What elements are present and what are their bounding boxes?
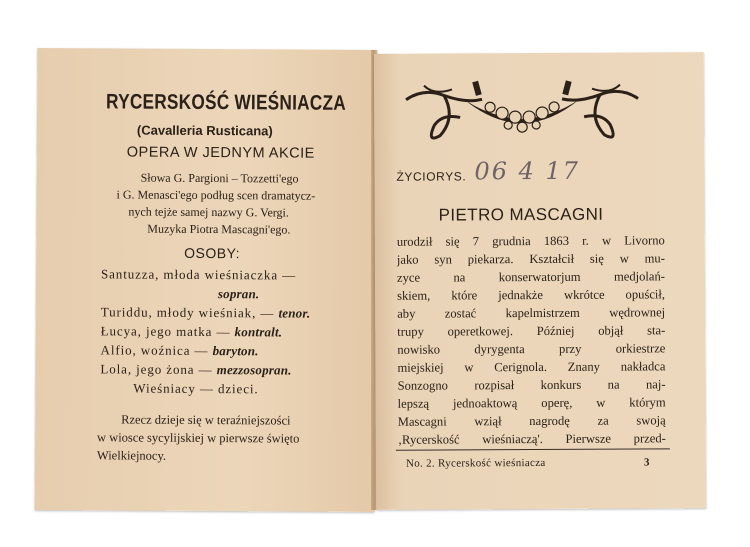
zyciorys-label: ŻYCIORYS. [396, 169, 467, 184]
right-page [374, 52, 706, 510]
osoby-heading: OSOBY: [184, 244, 241, 262]
footer-rule [396, 448, 670, 450]
setting-line-2: w wiosce sycylijskiej w pierwsze święto [96, 430, 300, 446]
cast-name: Alfio, woźnica — [100, 342, 209, 359]
bio-line: ‚Rycerskość wieśniaczą'. Pierwsze przed- [397, 431, 666, 447]
cast-line [100, 359, 291, 380]
cast-voice: kontralt. [234, 324, 283, 340]
cast-voice: mezzosopran. [216, 362, 292, 378]
cast-line [101, 340, 259, 361]
cast-name: Łucya, jego matka — [100, 323, 231, 340]
cast-voice: sopran. [217, 286, 260, 302]
cast-voice: tenor. [278, 305, 311, 321]
cast-voice: baryton. [212, 343, 259, 359]
cast-line [101, 302, 311, 323]
bio-line: lepszą jednoaktową operę, w którym [397, 395, 666, 411]
cast-name: Wieśniacy — dzieci. [133, 380, 259, 397]
page-number: 3 [643, 456, 650, 469]
floral-garland-icon [404, 76, 640, 149]
bio-line: Sonzogno rozpisał konkurs na naj- [397, 377, 666, 393]
bio-line: Mascagni wziął nagrodę za swoją [397, 413, 666, 429]
handwritten-note: 06 4 17 [474, 156, 581, 186]
opera-genre: OPERA W JEDNYM AKCIE [126, 144, 315, 162]
cast-name: Santuzza, młoda wieśniaczka — [100, 266, 297, 283]
biography-heading: PIETRO MASCAGNI [438, 204, 604, 225]
cast-line [101, 264, 296, 285]
credits-line-3: nych tejże samej nazwy G. Vergi. [128, 204, 289, 220]
opera-subtitle: (Cavalleria Rusticana) [136, 122, 273, 139]
bio-line: nowisko dyrygenta przy orkiestrze [397, 341, 666, 357]
bio-line: zyce na konserwatorjum medjolań- [396, 269, 666, 285]
opera-title: RYCERSKOŚĆ WIEŚNIACZA [106, 90, 347, 115]
bio-line: aby zostać kapelmistrzem wędrownej [397, 305, 666, 321]
setting-line-1: Rzecz dzieje się w teraźniejszości [121, 412, 291, 428]
bio-line: jako syn piekarza. Kształcił się w mu- [396, 251, 665, 267]
credits-line-2: i G. Menasci'ego podług scen dramatycz- [116, 187, 316, 203]
credits-line-4: Muzyka Piotra Mascagni'ego. [147, 221, 291, 237]
bio-line: miejskiej w Cerignola. Znany nakładca [397, 359, 666, 375]
cast-name: Lola, jego żona — [100, 361, 213, 378]
bio-line: trupy operetkowej. Później objął sta- [397, 323, 666, 339]
left-page [35, 48, 378, 512]
cast-line [218, 284, 260, 304]
cast-line [133, 379, 258, 400]
setting-line-3: Wielkiejnocy. [96, 448, 167, 463]
cast-line [101, 321, 283, 342]
credits-line-1: Słowa G. Pargioni – Tozzetti'ego [140, 170, 299, 186]
bio-line: urodził się 7 grudnia 1863 r. w Livorno [396, 233, 665, 249]
bio-line: skiem, które jednakże wkrótce opuścił, [397, 287, 666, 303]
footer-title: No. 2. Rycerskość wieśniacza [405, 456, 546, 470]
cast-name: Turiddu, młody wieśniak, — [100, 304, 275, 321]
